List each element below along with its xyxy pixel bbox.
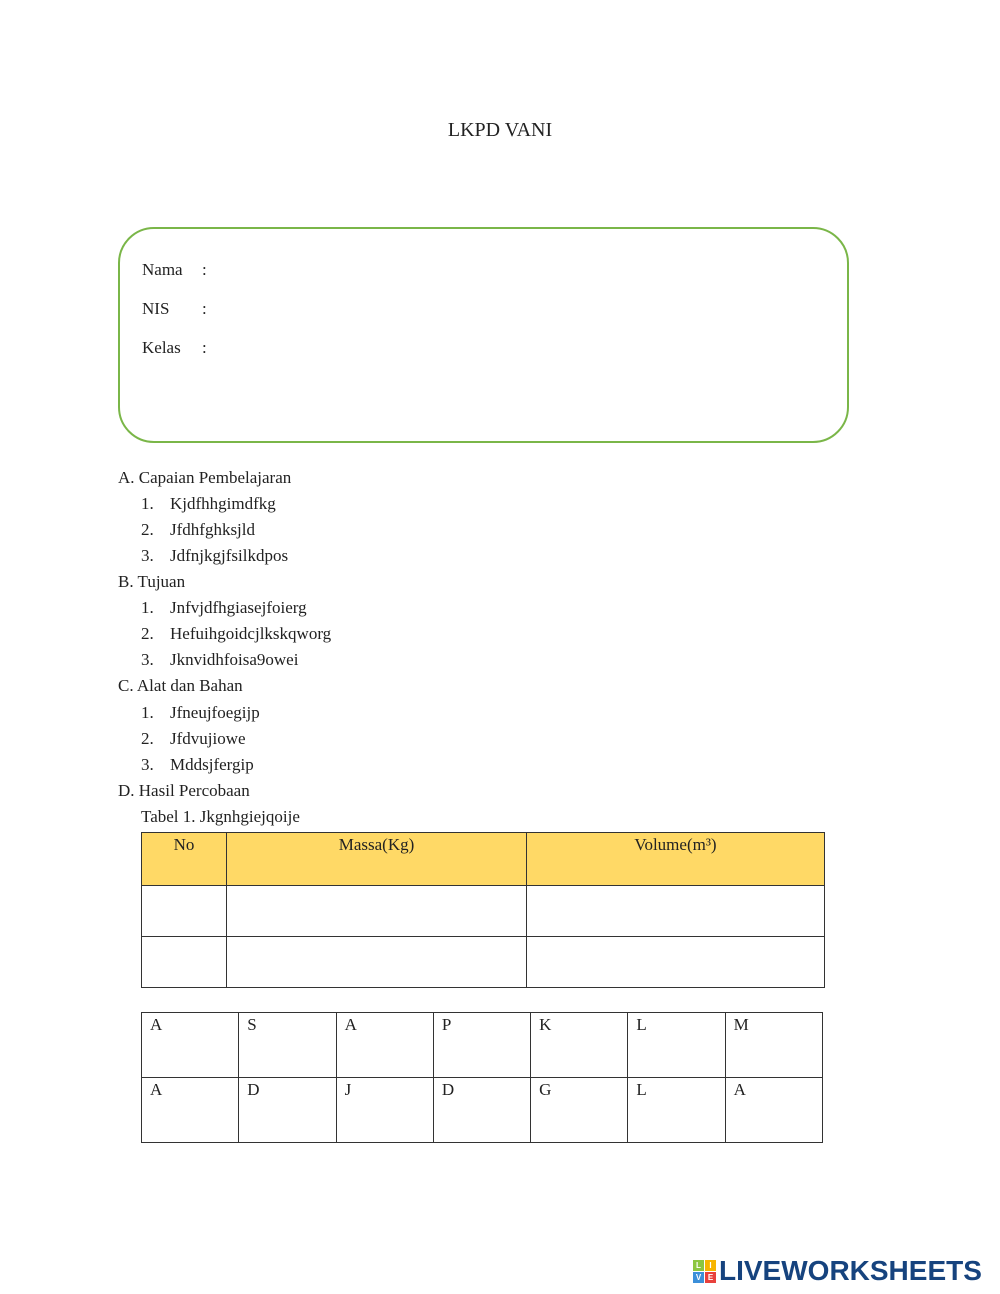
item-text: Hefuihgoidcjlkskqworg [170,624,332,643]
list-item [141,520,255,540]
cell-input[interactable] [227,937,527,988]
results-table [141,832,825,988]
item-text: Jfdvujiowe [170,729,246,748]
class-label: Kelas [142,338,181,357]
class-row [142,338,207,358]
logo-icon [693,1260,716,1283]
item-text: Jfdhfghksjld [170,520,255,539]
letter-cell[interactable]: A [142,1078,239,1143]
letter-cell[interactable]: A [142,1013,239,1078]
list-item [141,598,307,618]
class-input[interactable] [220,336,804,358]
item-text: Jdfnjkgjfsilkdpos [170,546,289,565]
letter-cell[interactable]: M [725,1013,822,1078]
item-number: 2. [141,729,154,748]
item-text: Mddsjfergip [170,755,254,774]
item-number: 2. [141,520,154,539]
item-number: 1. [141,703,154,722]
table-caption: Tabel 1. Jkgnhgiejqoije [141,807,300,826]
letter-cell[interactable]: D [239,1078,336,1143]
list-item [141,546,288,566]
letter-cell[interactable]: K [531,1013,628,1078]
table-row [142,886,825,937]
item-number: 3. [141,755,154,774]
item-text: Jfneujfoegijp [170,703,260,722]
letter-cell[interactable]: L [628,1013,725,1078]
item-text: Kjdfhhgimdfkg [170,494,276,513]
letter-cell[interactable]: A [725,1078,822,1143]
letter-cell[interactable]: L [628,1078,725,1143]
nis-colon: : [202,299,207,318]
logo-letter: E [705,1272,716,1283]
cell-input[interactable] [227,886,527,937]
student-identity-box [118,227,849,443]
name-input[interactable] [220,258,804,280]
item-number: 1. [141,494,154,513]
nis-input[interactable] [220,297,804,319]
table-row [142,1078,823,1143]
nis-row [142,299,207,319]
header-no: No [142,833,227,886]
name-label: Nama [142,260,183,279]
section-c-heading: C. Alat dan Bahan [118,676,243,695]
letter-cell[interactable]: P [433,1013,530,1078]
cell-input[interactable] [527,937,825,988]
table-row [142,1013,823,1078]
list-item [141,703,260,723]
letter-cell[interactable]: G [531,1078,628,1143]
list-item [141,755,254,775]
item-text: Jknvidhfoisa9owei [170,650,299,669]
page-title: LKPD VANI [447,119,553,141]
letter-cell[interactable]: A [336,1013,433,1078]
cell-input[interactable] [142,937,227,988]
table-row [142,937,825,988]
class-colon: : [202,338,207,357]
list-item [141,729,246,749]
item-number: 2. [141,624,154,643]
liveworksheets-logo [693,1255,982,1287]
section-b-heading: B. Tujuan [118,572,186,591]
header-mass: Massa(Kg) [227,833,527,886]
list-item [141,624,331,644]
letter-cell[interactable]: D [433,1078,530,1143]
name-colon: : [202,260,207,279]
item-text: Jnfvjdfhgiasejfoierg [170,598,307,617]
section-a-heading: A. Capaian Pembelajaran [118,468,292,487]
letter-grid [141,1012,823,1143]
header-volume: Volume(m³) [527,833,825,886]
cell-input[interactable] [527,886,825,937]
item-number: 3. [141,650,154,669]
logo-text: LIVEWORKSHEETS [719,1255,982,1286]
letter-cell[interactable]: S [239,1013,336,1078]
list-item [141,494,276,514]
letter-cell[interactable]: J [336,1078,433,1143]
logo-letter: I [705,1260,716,1271]
list-item [141,650,298,670]
cell-input[interactable] [142,886,227,937]
logo-letter: V [693,1272,704,1283]
item-number: 1. [141,598,154,617]
nis-label: NIS [142,299,170,318]
logo-letter: L [693,1260,704,1271]
name-row [142,260,207,280]
item-number: 3. [141,546,154,565]
section-d-heading: D. Hasil Percobaan [118,781,250,800]
